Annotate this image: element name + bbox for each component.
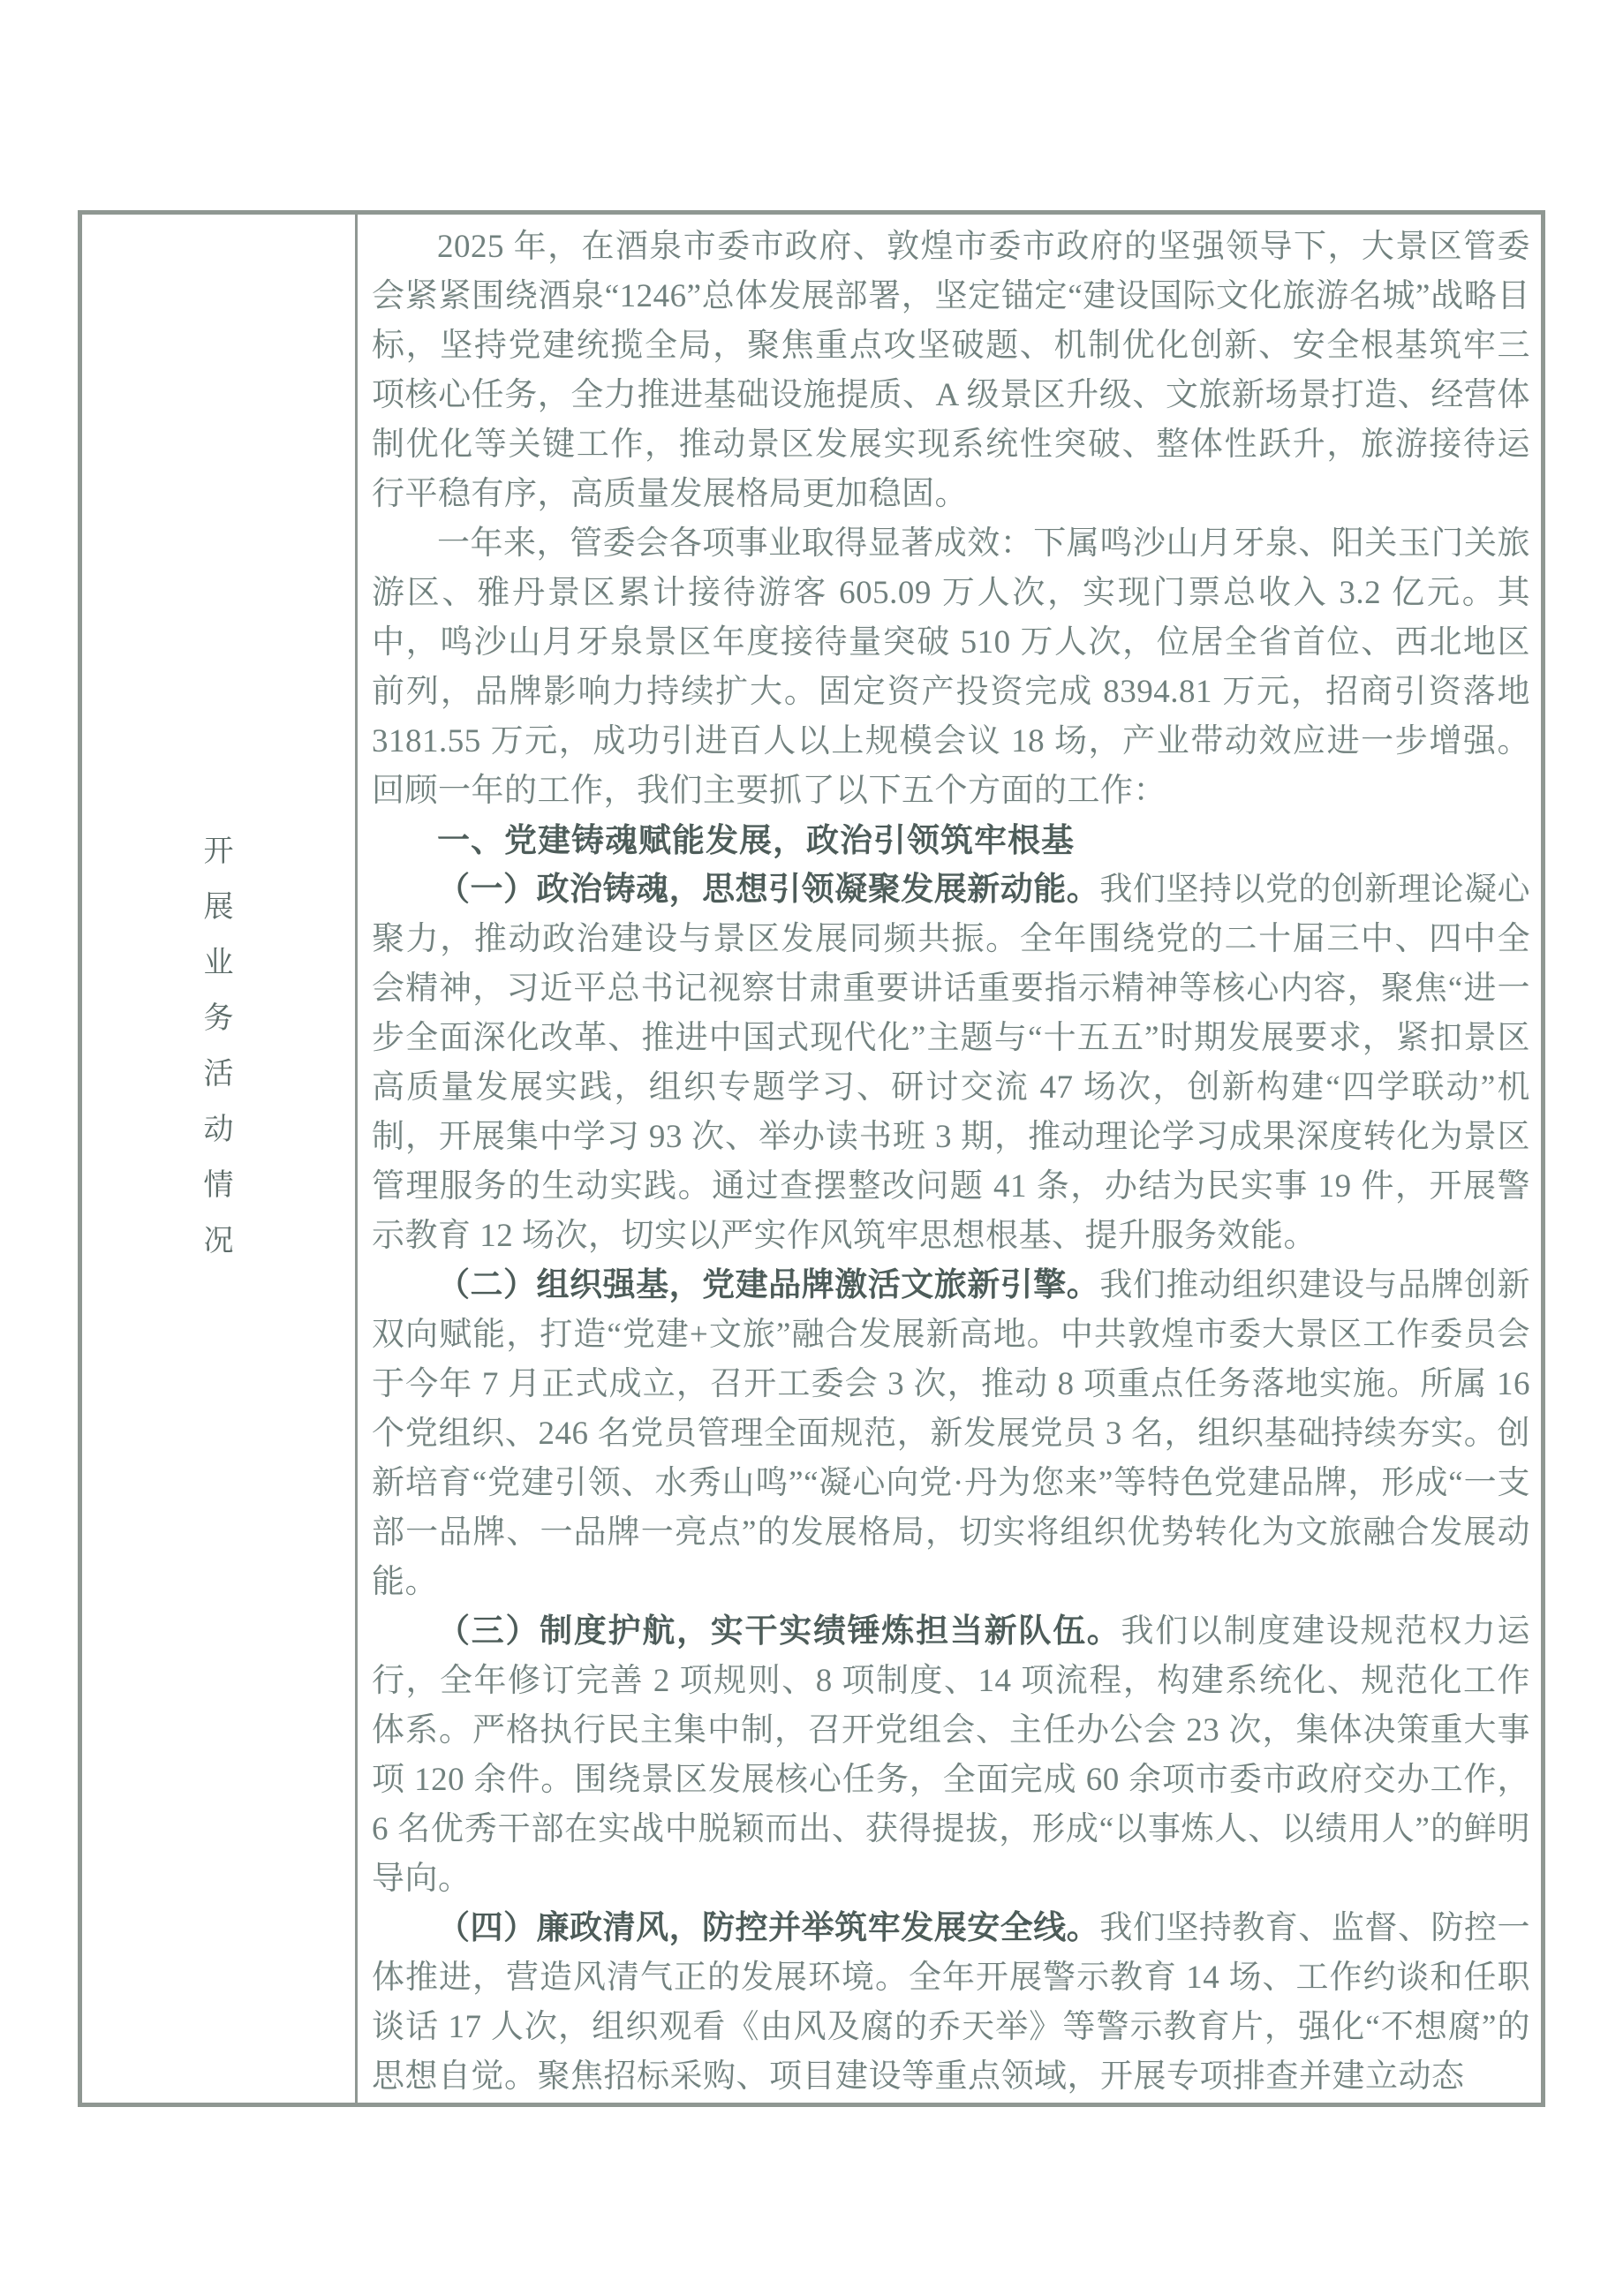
section-label-cell — [82, 215, 358, 2103]
paragraph-text: 一年来，管委会各项事业取得显著成效：下属鸣沙山月牙泉、阳关玉门关旅游区、雅丹景区累计接待游客 605.09 万人次，实现门票总收入 3.2 亿元。其中，鸣沙山月牙泉景区年度接待量突破 510 万人次，位居全省首位、西北地区前列，品牌影响力持续扩大。固定资产投资完成 8394.81 万元，招商引资落地 3181.55 万元，成功引进百人以上规模会议 18 场，产业带动效应进一步增强。回顾一年的工作，我们主要抓了以下五个方面的工作： — [372, 525, 1530, 809]
paragraph-lead: （四）廉政清风，防控并举筑牢发展安全线。 — [437, 1910, 1100, 1946]
paragraph-lead: （三）制度护航，实干实绩锤炼担当新队伍。 — [437, 1613, 1121, 1650]
paragraph-lead: （一）政治铸魂，思想引领凝聚发展新动能。 — [437, 872, 1100, 908]
report-form-table — [78, 210, 1545, 2107]
section-label-char: 务 — [203, 1002, 234, 1035]
paragraph-lead: （二）组织强基，党建品牌激活文旅新引擎。 — [437, 1267, 1100, 1303]
section-label-vertical-text — [82, 824, 355, 1269]
paragraph — [372, 223, 1530, 519]
section-heading: 一、党建铸魂赋能发展，政治引领筑牢根基 — [437, 822, 1075, 858]
paragraph — [372, 865, 1530, 1261]
section-label-char: 展 — [203, 891, 234, 924]
section-label-char: 动 — [203, 1114, 234, 1146]
section-label-char: 活 — [203, 1058, 234, 1091]
section-label-char: 情 — [203, 1169, 234, 1202]
paragraph-text: 我们坚持以党的创新理论凝心聚力，推动政治建设与景区发展同频共振。全年围绕党的二十届三中、四中全会精神，习近平总书记视察甘肃重要讲话重要指示精神等核心内容，聚焦“进一步全面深化改革、推进中国式现代化”主题与“十五五”时期发展要求，紧扣景区高质量发展实践，组织专题学习、研讨交流 47 场次，创新构建“四学联动”机制，开展集中学习 93 次、举办读书班 3 期，推动理论学习成果深度转化为景区管理服务的生动实践。通过查摆整改问题 41 条，办结为民实事 19 件，开展警示教育 12 场次，切实以严实作风筑牢思想根基、提升服务效能。 — [372, 872, 1530, 1254]
section-label-char: 况 — [203, 1225, 234, 1258]
paragraph — [372, 1261, 1530, 1607]
section-label-char: 开 — [203, 835, 234, 868]
paragraph-text: 2025 年，在酒泉市委市政府、敦煌市委市政府的坚强领导下，大景区管委会紧紧围绕酒泉“1246”总体发展部署，坚定锚定“建设国际文化旅游名城”战略目标，坚持党建统揽全局，聚焦重点攻坚破题、机制优化创新、安全根基筑牢三项核心任务，全力推进基础设施提质、A 级景区升级、文旅新场景打造、经营体制优化等关键工作，推动景区发展实现系统性突破、整体性跃升，旅游接待运行平稳有序，高质量发展格局更加稳固。 — [372, 229, 1530, 512]
paragraph-text: 我们以制度建设规范权力运行，全年修订完善 2 项规则、8 项制度、14 项流程，构建系统化、规范化工作体系。严格执行民主集中制，召开党组会、主任办公会 23 次，集体决策重大事项 120 余件。围绕景区发展核心任务，全面完成 60 余项市委市政府交办工作，6 名优秀干部在实战中脱颖而出、获得提拔，形成“以事炼人、以绩用人”的鲜明导向。 — [372, 1613, 1530, 1897]
paragraph — [372, 1904, 1530, 2102]
paragraph-text: 我们坚持教育、监督、防控一体推进，营造风清气正的发展环境。全年开展警示教育 14 场、工作约谈和任职谈话 17 人次，组织观看《由风及腐的乔天举》等警示教育片，强化“不想腐”的思想自觉。聚焦招标采购、项目建设等重点领域，开展专项排查并建立动态 — [372, 1910, 1530, 2095]
paragraph-text: 我们推动组织建设与品牌创新双向赋能，打造“党建+文旅”融合发展新高地。中共敦煌市委大景区工作委员会于今年 7 月正式成立，召开工委会 3 次，推动 8 项重点任务落地实施。所属 16 个党组织、246 名党员管理全面规范，新发展党员 3 名，组织基础持续夯实。创新培育“党建引领、水秀山鸣”“凝心向党·丹为您来”等特色党建品牌，形成“一支部一品牌、一品牌一亮点”的发展格局，切实将组织优势转化为文旅融合发展动能。 — [372, 1267, 1530, 1600]
paragraph — [372, 1607, 1530, 1904]
business-activity-content-cell — [358, 215, 1541, 2103]
section-label-char: 业 — [203, 947, 234, 979]
paragraph — [372, 519, 1530, 816]
